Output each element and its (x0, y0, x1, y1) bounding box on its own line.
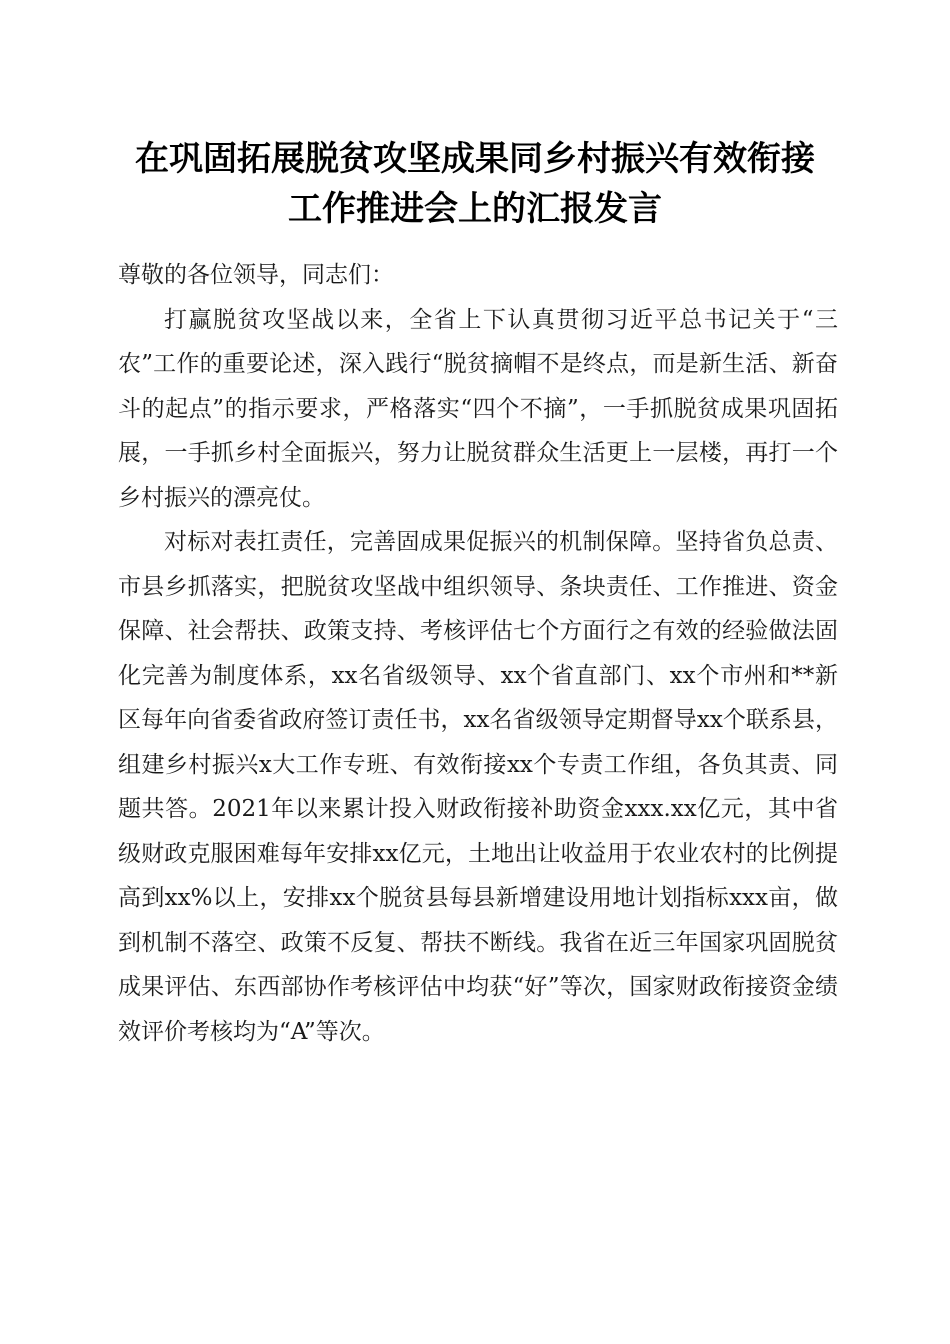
title-line-1: 在巩固拓展脱贫攻坚成果同乡村振兴有效衔接 (135, 139, 815, 179)
title-line-2: 工作推进会上的汇报发言 (288, 189, 662, 229)
paragraph-2: 对标对表扛责任，完善固成果促振兴的机制保障。坚持省负总责、市县乡抓落实，把脱贫攻坚战中组织领导、条块责任、工作推进、资金保障、社会帮扶、政策支持、考核评估七个方面行之有效的经验做法固化完善为制度体系，xx名省级领导、xx个省直部门、xx个市州和**新区每年向省委省政府签订责任书，xx名省级领导定期督导xx个联系县，组建乡村振兴x大工作专班、有效衔接xx个专责工作组，各负其责、同题共答。2021年以来累计投入财政衔接补助资金xxx.xx亿元，其中省级财政克服困难每年安排xx亿元，土地出让收益用于农业农村的比例提高到xx%以上，安排xx个脱贫县每县新增建设用地计划指标xxx亩，做到机制不落空、政策不反复、帮扶不断线。我省在近三年国家巩固脱贫成果评估、东西部协作考核评估中均获“好”等次，国家财政衔接资金绩效评价考核均为“A”等次。 (118, 529, 838, 1045)
paragraph-1: 打赢脱贫攻坚战以来，全省上下认真贯彻习近平总书记关于“三农”工作的重要论述，深入践行“脱贫摘帽不是终点，而是新生活、新奋斗的起点”的指示要求，严格落实“四个不摘”，一手抓脱贫成果巩固拓展，一手抓乡村全面振兴，努力让脱贫群众生活更上一层楼，再打一个乡村振兴的漂亮仗。 (118, 306, 838, 511)
document-body (118, 253, 838, 1054)
salutation: 尊敬的各位领导，同志们： (118, 262, 394, 288)
document-title (100, 134, 850, 234)
